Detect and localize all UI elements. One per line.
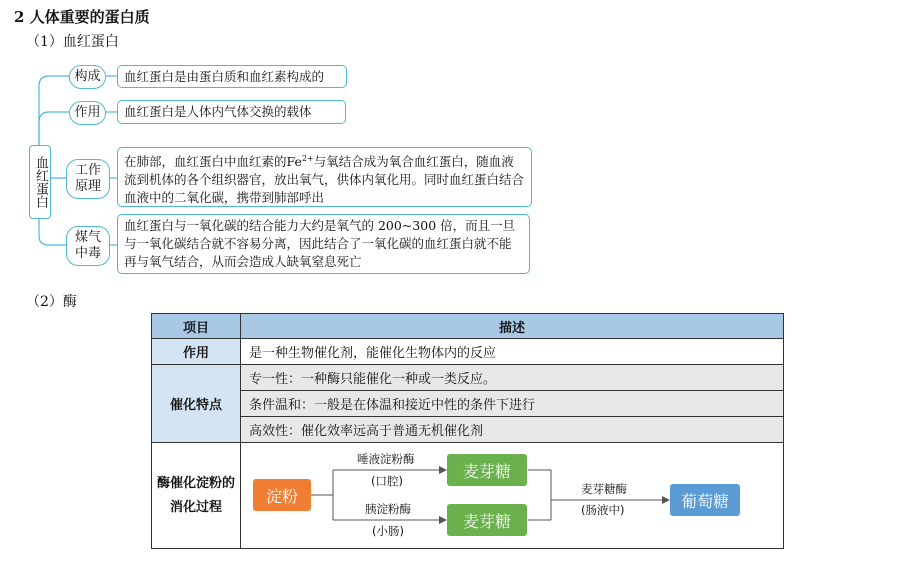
place-intestinal-juice: (肠液中) xyxy=(581,503,625,517)
branch-composition: 构成 xyxy=(69,65,106,89)
enzyme-pancreatic: 胰淀粉酶 xyxy=(365,502,411,516)
place-small-intestine: (小肠) xyxy=(372,524,404,538)
place-mouth: (口腔) xyxy=(371,474,403,488)
branch-composition-text: 血红蛋白是由蛋白质和血红素构成的 xyxy=(117,65,347,88)
branch-function-text: 血红蛋白是人体内气体交换的载体 xyxy=(117,100,346,124)
branch-function: 作用 xyxy=(69,101,106,125)
branch-mechanism-text: 在肺部，血红蛋白中血红素的$Fe^{2+}$与氧结合成为氧合血红蛋白，随血液流到机体的各个组织器官，放出氧气，供体内氧化用。同时血红蛋白结合血液中的二氧化碳，携带到肺部呼出 xyxy=(117,147,532,207)
table-row xyxy=(152,417,784,443)
branch-co-poisoning-text: 血红蛋白与一氧化碳的结合能力大约是氧气的 200~300 倍，而且一旦与一氧化碳结合就不容易分离，因此结合了一氧化碳的血红蛋白就不能再与氧气结合，从而会造成人缺氧窒息死亡 xyxy=(117,214,530,274)
row-label-function: 作用 xyxy=(152,339,241,365)
node-maltose-top: 麦芽糖 xyxy=(447,454,527,486)
node-maltose-bottom: 麦芽糖 xyxy=(447,504,527,536)
enzyme-maltase: 麦芽糖酶 xyxy=(581,482,627,496)
feature-item: 条件温和：一般是在体温和接近中性的条件下进行 xyxy=(241,391,784,417)
table-header-row xyxy=(152,314,784,339)
table-row xyxy=(152,365,784,391)
feature-item: 专一性：一种酶只能催化一种或一类反应。 xyxy=(241,365,784,391)
table-row xyxy=(152,339,784,365)
header-description: 描述 xyxy=(241,314,784,339)
feature-item: 高效性：催化效率远高于普通无机催化剂 xyxy=(241,417,784,443)
section-heading: 2 人体重要的蛋白质 xyxy=(14,8,150,26)
row-label-features: 催化特点 xyxy=(152,365,241,443)
branch-co-poisoning: 煤气中毒 xyxy=(66,226,110,266)
enzyme-table xyxy=(151,313,784,549)
header-item: 项目 xyxy=(152,314,241,339)
mindmap-root: 血红蛋白 xyxy=(29,145,51,219)
digestion-flow xyxy=(241,443,777,548)
subsection-enzyme: （2）酶 xyxy=(26,294,77,310)
enzyme-salivary: 唾液淀粉酶 xyxy=(357,452,415,466)
subsection-hemoglobin: （1）血红蛋白 xyxy=(26,34,119,50)
node-starch: 淀粉 xyxy=(253,479,311,511)
node-glucose: 葡萄糖 xyxy=(670,484,740,516)
branch-mechanism: 工作原理 xyxy=(66,159,110,199)
table-row xyxy=(152,443,784,549)
row-label-digestion: 酶催化淀粉的消化过程 xyxy=(152,443,241,549)
table-row xyxy=(152,391,784,417)
row-desc-function: 是一种生物催化剂，能催化生物体内的反应 xyxy=(241,339,784,365)
digestion-diagram-cell xyxy=(241,443,784,549)
